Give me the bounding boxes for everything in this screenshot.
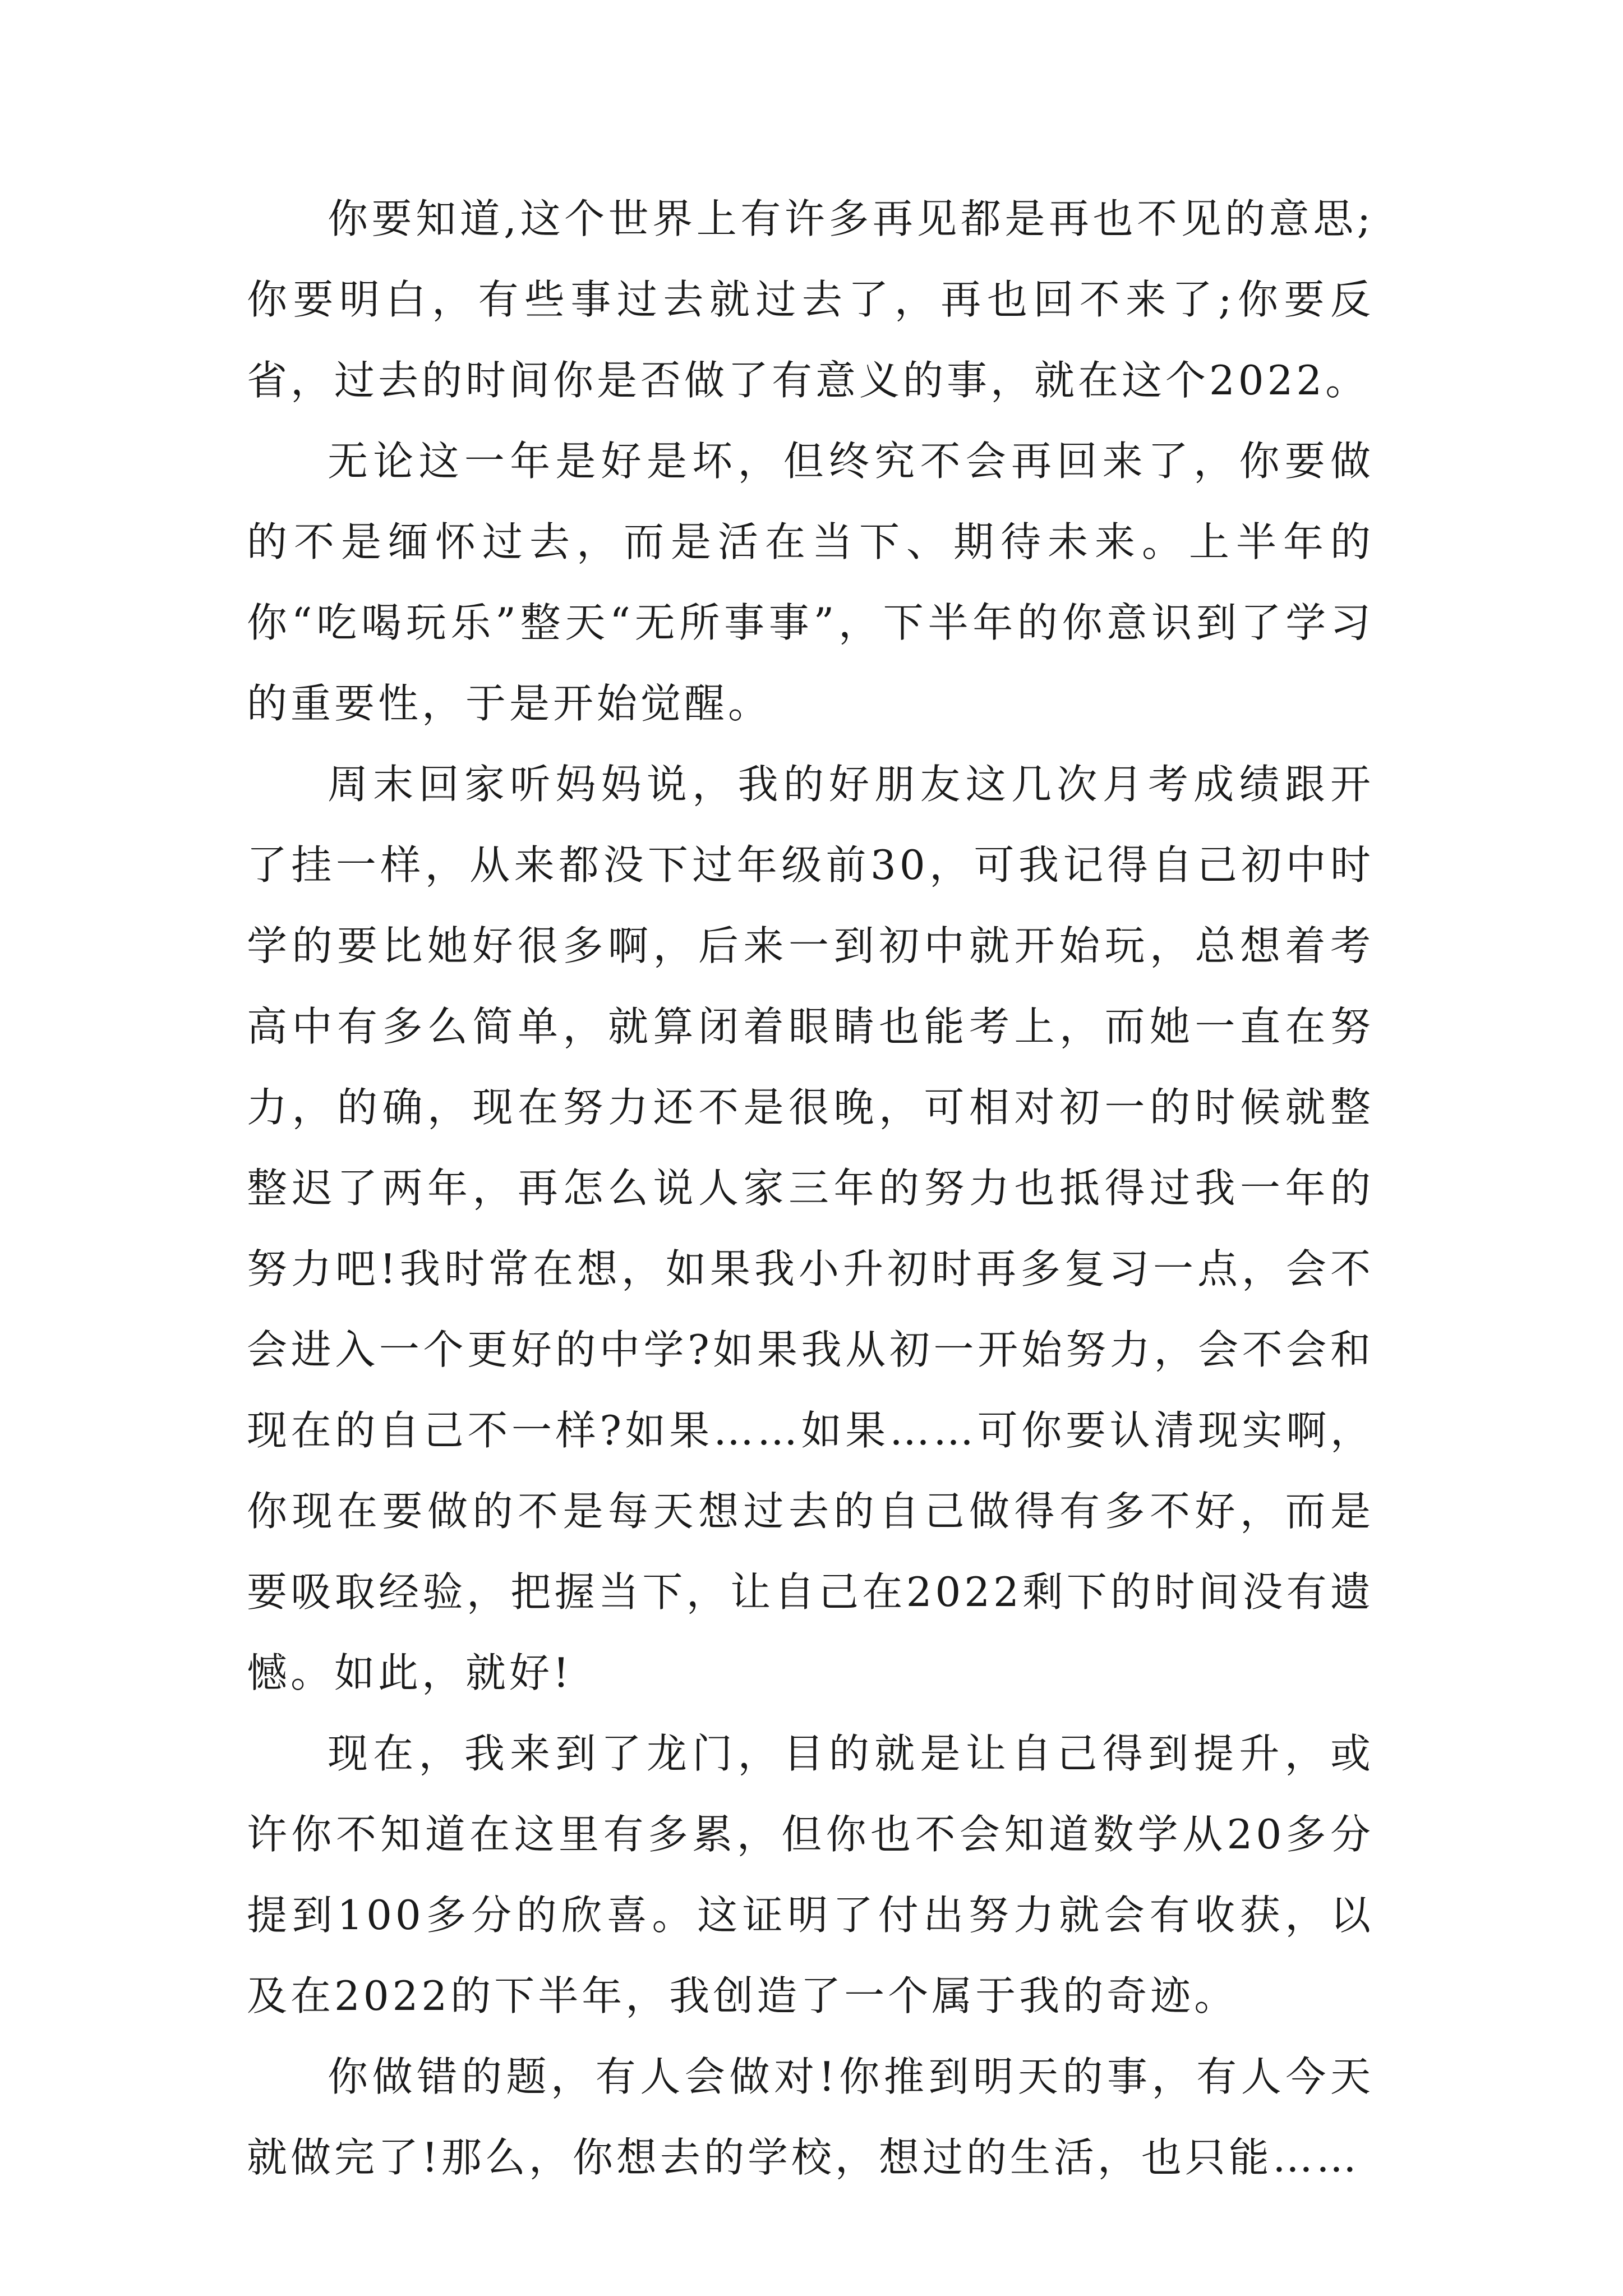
paragraph-2: 无论这一年是好是坏，但终究不会再回来了，你要做的不是缅怀过去，而是活在当下、期待未来。上半年的你“吃喝玩乐”整天“无所事事”，下半年的你意识到了学习的重要性，于是开始觉醒。 — [247, 438, 1374, 727]
paragraph-4: 现在，我来到了龙门，目的就是让自己得到提升，或许你不知道在这里有多累，但你也不会知道数学从20多分提到100多分的欣喜。这证明了付出努力就会有收获，以及在2022的下半年，我创造了一个属于我的奇迹。 — [247, 1730, 1374, 2019]
document-body — [247, 178, 1374, 2198]
paragraph-1: 你要知道,这个世界上有许多再见都是再也不见的意思;你要明白，有些事过去就过去了，再也回不来了;你要反省，过去的时间你是否做了有意义的事，就在这个2022。 — [247, 195, 1374, 404]
paragraph-3: 周末回家听妈妈说，我的好朋友这几次月考成绩跟开了挂一样，从来都没下过年级前30，可我记得自己初中时学的要比她好很多啊，后来一到初中就开始玩，总想着考高中有多么简单，就算闭着眼睛也能考上，而她一直在努力，的确，现在努力还不是很晚，可相对初一的时候就整整迟了两年，再怎么说人家三年的努力也抵得过我一年的努力吧!我时常在想，如果我小升初时再多复习一点，会不会进入一个更好的中学?如果我从初一开始努力，会不会和现在的自己不一样?如果……如果……可你要认清现实啊，你现在要做的不是每天想过去的自己做得有多不好，而是要吸取经验，把握当下，让自己在2022剩下的时间没有遗憾。如此，就好! — [247, 761, 1374, 1696]
paragraph-5: 你做错的题，有人会做对!你推到明天的事，有人今天就做完了!那么，你想去的学校，想过的生活，也只能…… — [247, 2053, 1374, 2181]
